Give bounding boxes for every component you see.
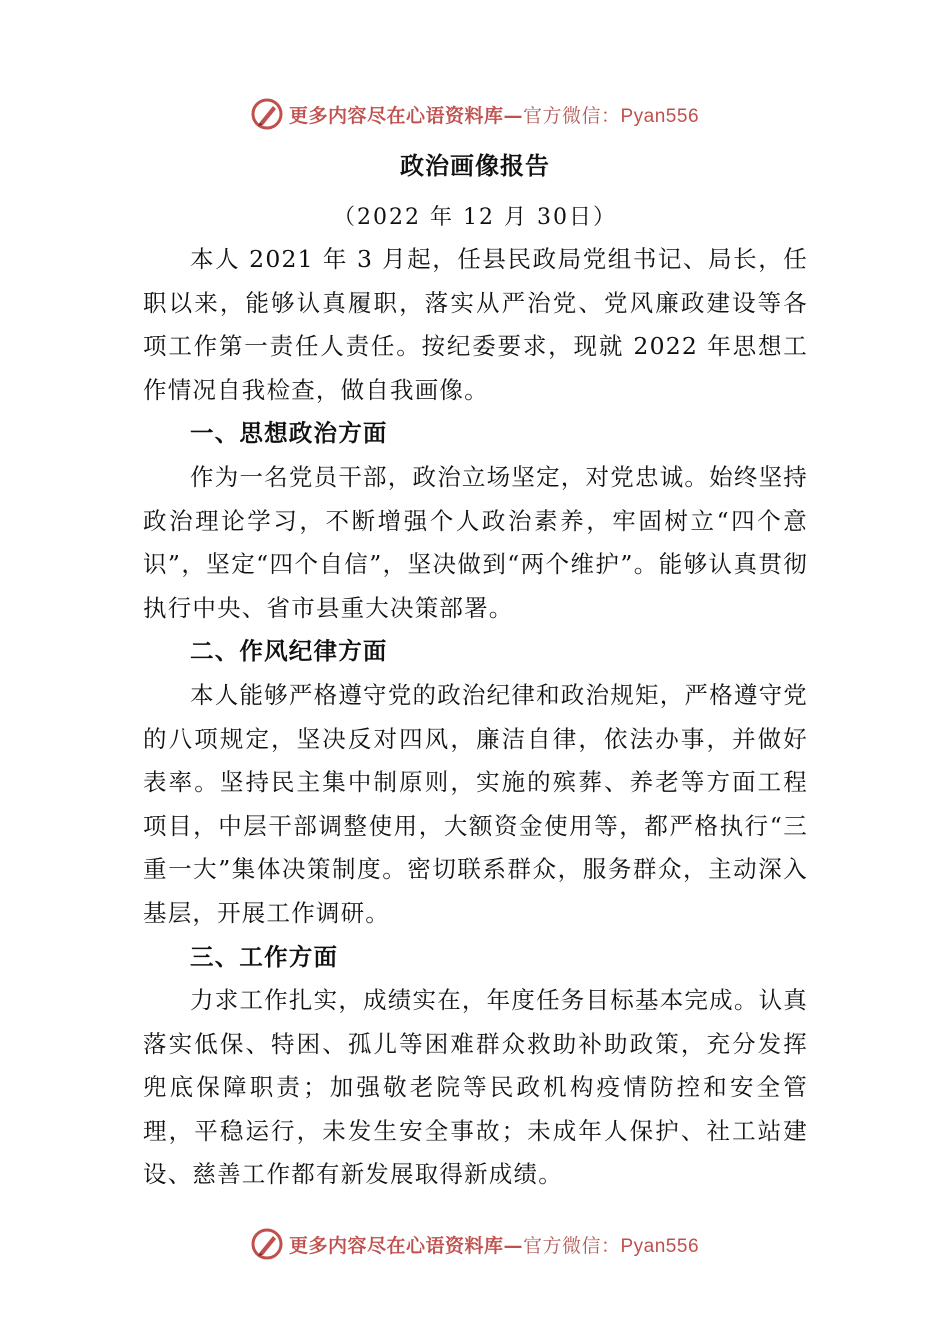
watermark-header (0, 96, 950, 132)
section-text-politics: 作为一名党员干部，政治立场坚定，对党忠诚。始终坚持政治理论学习，不断增强个人政治素养，牢固树立“四个意识”，坚定“四个自信”，坚决做到“两个维护”。能够认真贯彻执行中央、省市县重大决策部署。 (143, 462, 808, 622)
watermark-text: 更多内容尽在心语资料库—官方微信：Pyan556 (288, 1234, 700, 1257)
document-body (143, 238, 808, 1197)
watermark-text: 更多内容尽在心语资料库—官方微信：Pyan556 (288, 104, 700, 127)
section-heading-politics: 一、思想政治方面 (190, 419, 388, 448)
section-heading-discipline: 二、作风纪律方面 (190, 637, 388, 666)
pen-logo-icon (251, 1228, 283, 1260)
intro-paragraph: 本人 2021 年 3 月起，任县民政局党组书记、局长，任职以来，能够认真履职，落实从严治党、党风廉政建设等各项工作第一责任人责任。按纪委要求，现就 2022 年思想工作情况自我检查，做自我画像。 (143, 245, 808, 404)
watermark-footer (0, 1226, 950, 1262)
section-text-work: 力求工作扎实，成绩实在，年度任务目标基本完成。认真落实低保、特困、孤儿等困难群众救助补助政策，充分发挥兜底保障职责；加强敬老院等民政机构疫情防控和安全管理，平稳运行，未发生安全事故；未成年人保护、社工站建设、慈善工作都有新发展取得新成绩。 (143, 986, 808, 1189)
section-text-discipline: 本人能够严格遵守党的政治纪律和政治规矩，严格遵守党的八项规定，坚决反对四风，廉洁自律，依法办事，并做好表率。坚持民主集中制原则，实施的殡葬、养老等方面工程项目，中层干部调整使用，大额资金使用等，都严格执行“三重一大”集体决策制度。密切联系群众，服务群众，主动深入基层，开展工作调研。 (143, 680, 808, 927)
section-heading-work: 三、工作方面 (190, 942, 339, 971)
document-date: （2022 年 12 月 30日） (333, 205, 617, 230)
document-title: 政治画像报告 (400, 151, 550, 180)
pen-logo-icon (251, 98, 283, 130)
